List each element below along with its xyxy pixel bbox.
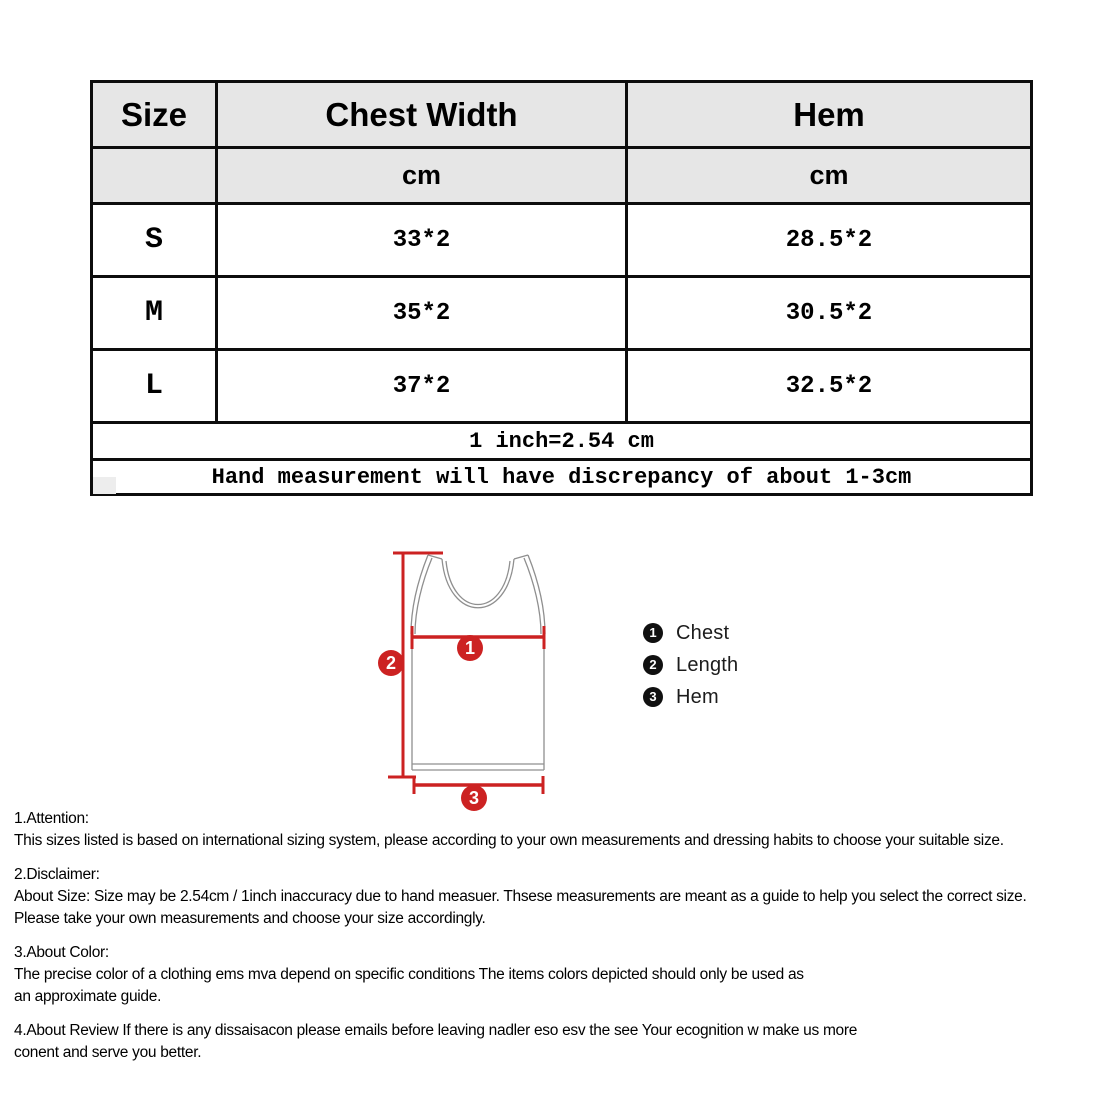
table-corner-artifact [93, 477, 116, 494]
left-armhole-trim-line [415, 558, 432, 634]
hand-measurement-note: Hand measurement will have discrepancy of about 1-3cm [92, 460, 1032, 495]
note-title: 3.About Color: [14, 944, 109, 961]
table-row-l [92, 350, 1032, 423]
unit-cell-empty [92, 148, 217, 204]
legend-label-hem: Hem [676, 685, 719, 708]
note-title: 2.Disclaimer: [14, 866, 100, 883]
note-line: an approximate guide. [14, 988, 162, 1005]
chest-width-cell: 35*2 [217, 277, 627, 350]
right-armhole-trim-line [524, 558, 541, 634]
unit-cell-chest-cm: cm [217, 148, 627, 204]
right-strap-top-line [514, 555, 528, 559]
left-strap-top-line [428, 555, 442, 559]
table-row-discrepancy [92, 460, 1032, 495]
circled-1-icon: 1 [643, 623, 663, 643]
hem-cell: 28.5*2 [627, 204, 1032, 277]
notes-section [14, 808, 1096, 1076]
legend-item-chest [643, 617, 738, 649]
col-header-hem: Hem [627, 82, 1032, 148]
note-line: This sizes listed is based on international sizing system, please according to your own measurements and dressing habits to choose your suitable size. [14, 832, 1004, 849]
chest-marker-number: 1 [464, 638, 476, 658]
hem-cell: 30.5*2 [627, 277, 1032, 350]
garment-diagram [350, 530, 650, 820]
table-header-row [92, 82, 1032, 148]
hem-cell: 32.5*2 [627, 350, 1032, 423]
table-unit-row [92, 148, 1032, 204]
measurement-legend [643, 617, 738, 713]
note-line: About Size: Size may be 2.54cm / 1inch inaccuracy due to hand measuer. Thsese measurements are meant as a guide to help you select the correct size. [14, 888, 1027, 905]
legend-item-hem [643, 681, 738, 713]
unit-cell-hem-cm: cm [627, 148, 1032, 204]
col-header-chest-width: Chest Width [217, 82, 627, 148]
note-disclaimer [14, 864, 1096, 930]
hem-marker-number: 3 [468, 788, 480, 808]
legend-label-chest: Chest [676, 621, 730, 644]
inch-conversion-note: 1 inch=2.54 cm [92, 423, 1032, 460]
size-chart-table [90, 80, 1033, 496]
note-line: conent and serve you better. [14, 1044, 202, 1061]
table-row-m [92, 277, 1032, 350]
note-line: 4.About Review If there is any dissaisacon please emails before leaving nadler eso esv the see Your ecognition w make us more [14, 1022, 858, 1039]
chest-width-cell: 33*2 [217, 204, 627, 277]
note-line: The precise color of a clothing ems mva depend on specific conditions The items colors depicted should only be used as [14, 966, 804, 983]
neckline-trim [446, 561, 510, 605]
col-header-size: Size [92, 82, 217, 148]
chest-width-cell: 37*2 [217, 350, 627, 423]
size-cell: L [92, 350, 217, 423]
note-title: 1.Attention: [14, 810, 89, 827]
legend-item-length [643, 649, 738, 681]
size-cell: M [92, 277, 217, 350]
table-row-s [92, 204, 1032, 277]
length-marker-number: 2 [385, 653, 397, 673]
note-about-review [14, 1020, 1096, 1064]
note-attention [14, 808, 1096, 852]
neckline-outer [442, 559, 514, 608]
note-line: Please take your own measurements and choose your size accordingly. [14, 910, 486, 927]
table-row-conversion [92, 423, 1032, 460]
note-about-color [14, 942, 1096, 1008]
legend-label-length: Length [676, 653, 739, 676]
tank-top-outline [411, 555, 545, 770]
measurement-marks [378, 553, 544, 811]
circled-2-icon: 2 [643, 655, 663, 675]
circled-3-icon: 3 [643, 687, 663, 707]
size-cell: S [92, 204, 217, 277]
